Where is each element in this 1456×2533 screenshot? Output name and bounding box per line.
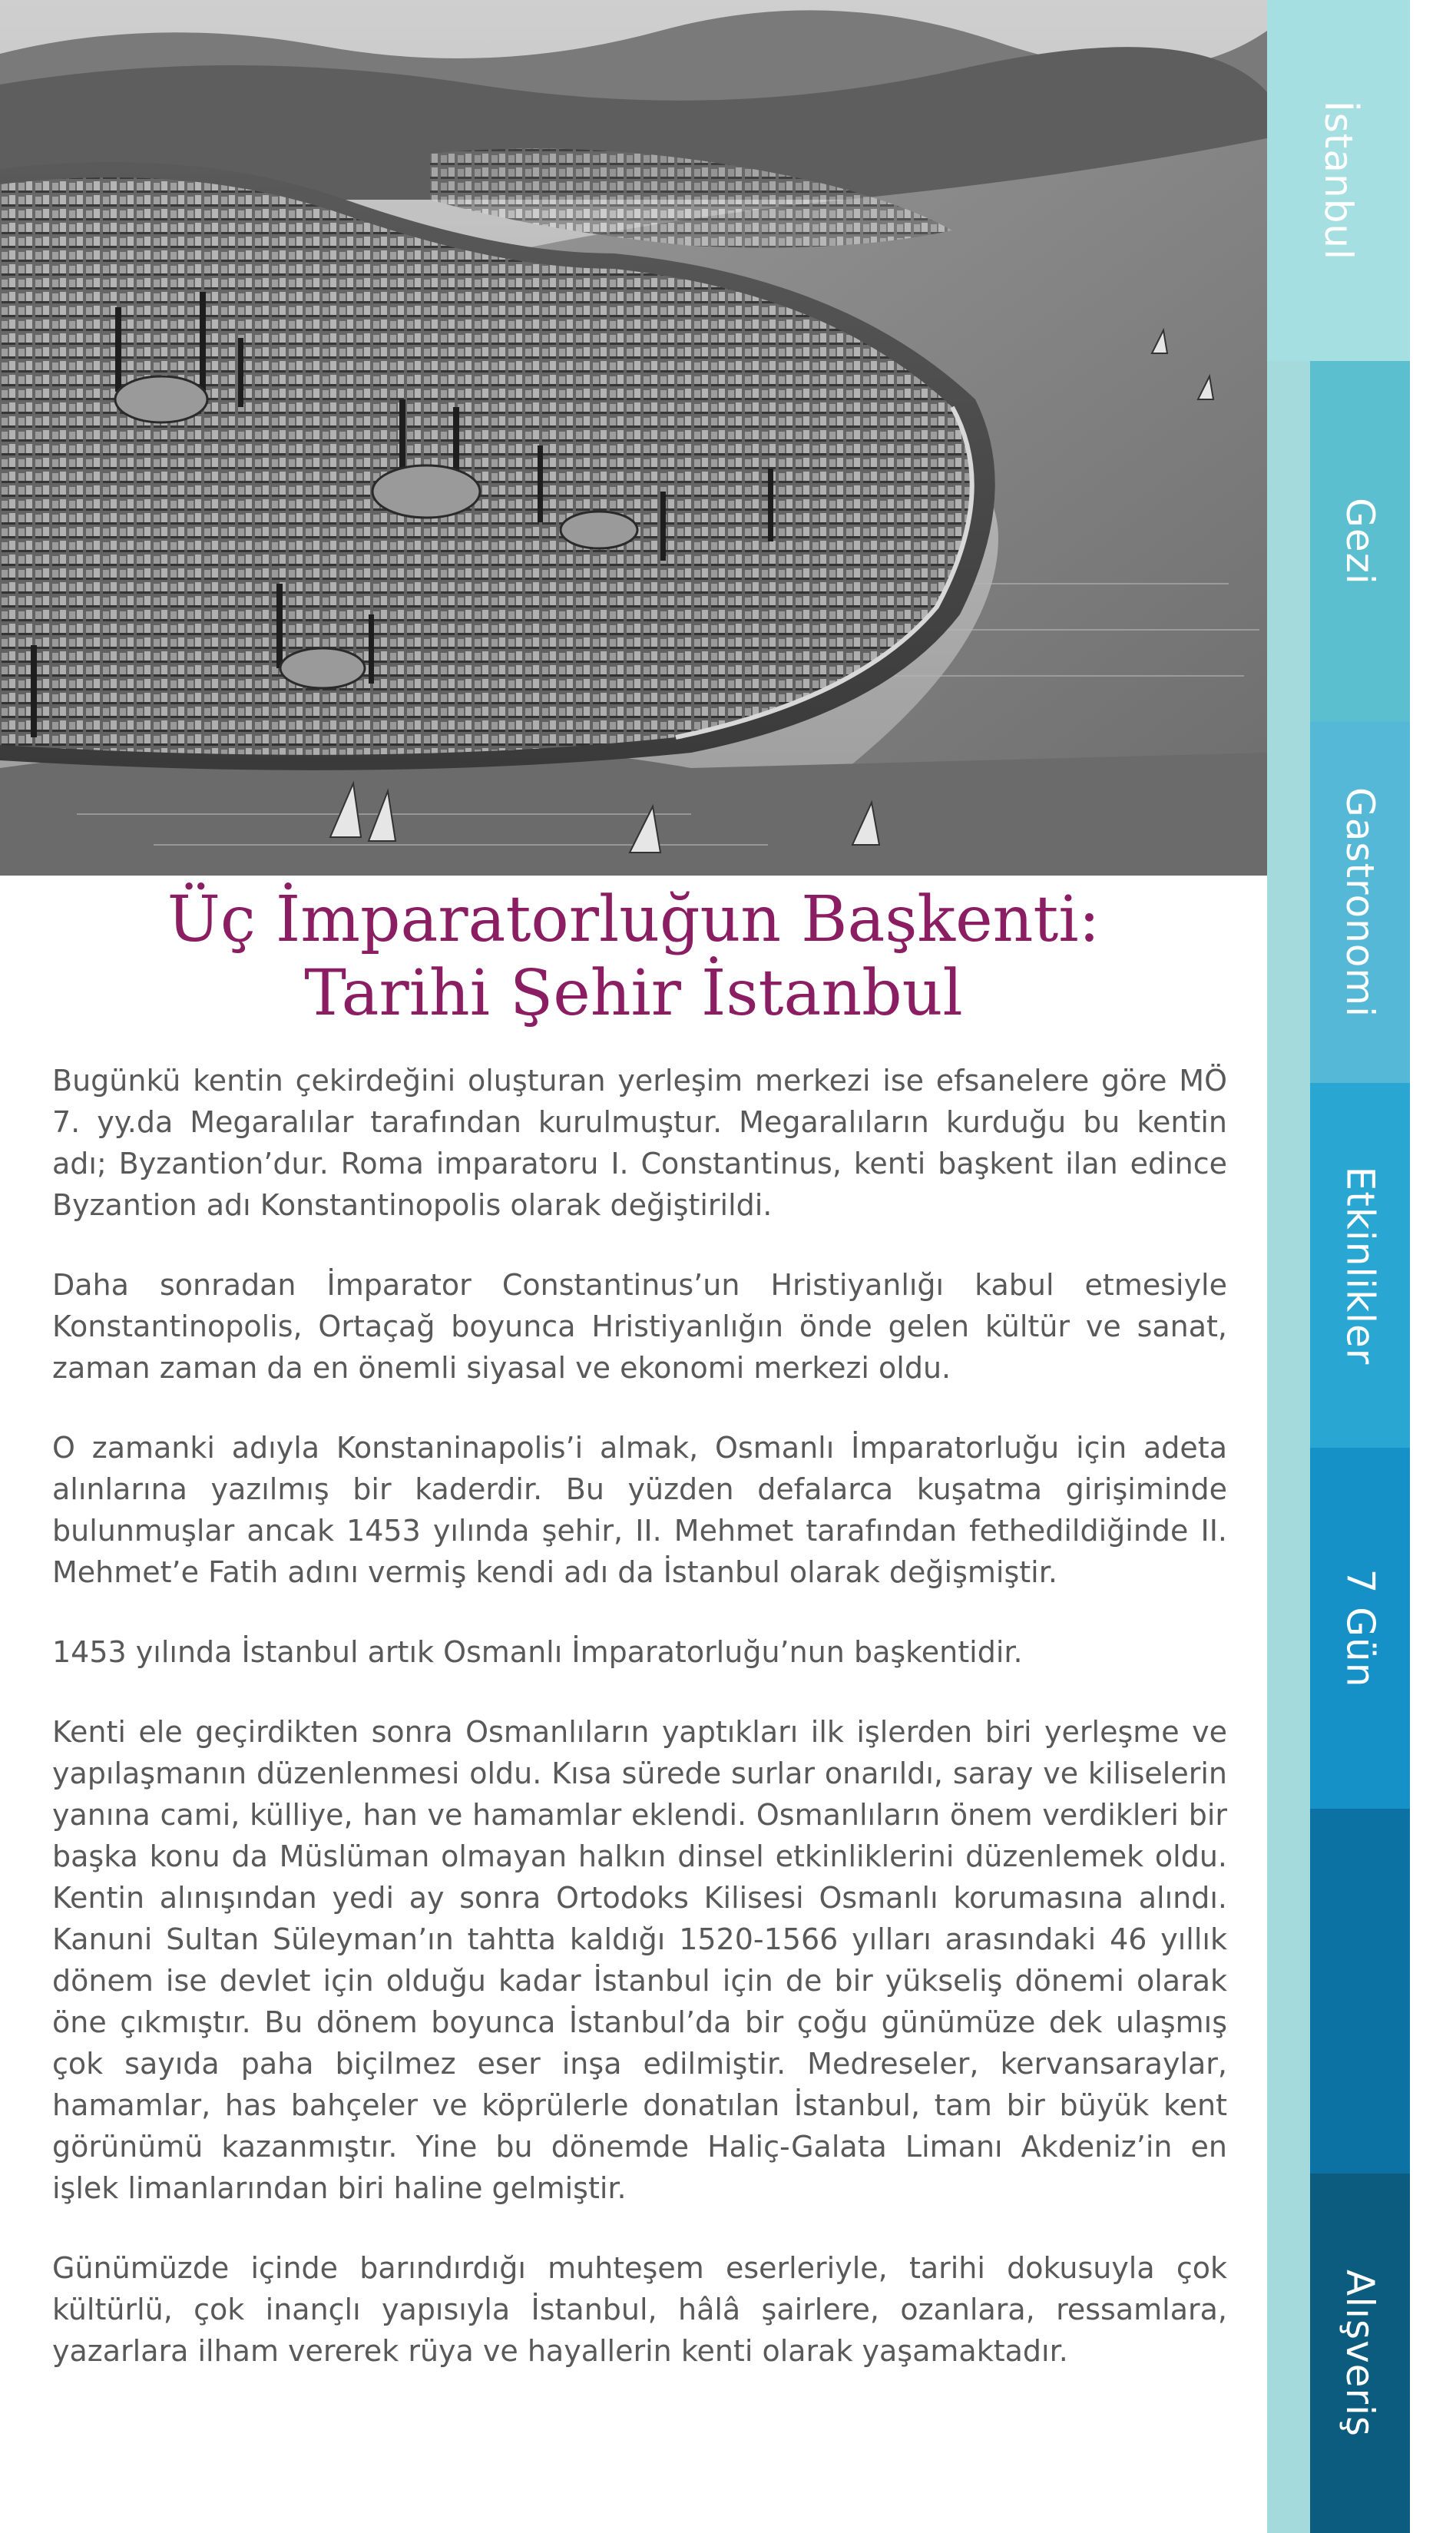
tab-empty[interactable] [1310,1809,1410,2174]
active-tab-arrow-icon: ❯ [1415,1341,1456,1396]
tab-label: Gastronomi [1338,787,1382,1018]
tab-label: Etkinlikler [1338,1166,1382,1365]
tab-label: 7 Gün [1338,1568,1382,1688]
paragraph: O zamanki adıyla Konstaninapolis’i almak, Osmanlı İmparatorluğu için adeta alınlarına yazılmış bir kaderdir. Bu yüzden defalarca kuşatma girişiminde bulunmuşlar ancak 1453 yılında şehir, II. Mehmet tarafından fethedildiğinde II. Mehmet’e Fatih adını vermiş kendi adı da İstanbul olarak değişmiştir. [52,1431,1227,1589]
paragraph: 1453 yılında İstanbul artık Osmanlı İmparatorluğu’nun başkentidir. [52,1635,1023,1669]
tab-gezi[interactable] [1310,361,1410,722]
paragraph: Daha sonradan İmparator Constantinus’un Hristiyanlığı kabul etmesiyle Konstantinopolis, Ortaçağ boyunca Hristiyanlığın önde gelen kültür ve sanat, zaman zaman da en önemli siyasal ve ekonomi merkezi oldu. [52,1268,1227,1385]
tab-label: Alışveriş [1338,2270,1383,2437]
paragraph: Kenti ele geçirdikten sonra Osmanlıların yaptıkları ilk işlerden biri yerleşme ve yapılaşmanın düzenlenmesi oldu. Kısa sürede surlar onarıldı, saray ve kiliselerin yanına cami, külliye, han ve hamamlar eklendi. Osmanlıların önem verdikleri bir başka konu da Müslüman olmayan halkın dinsel etkinliklerini düzenlemek oldu. Kentin alınışından yedi ay sonra Ortodoks Kilisesi Osmanlı korumasına alındı. Kanuni Sultan Süleyman’ın tahtta kaldığı 1520-1566 yılları arasındaki 46 yıllık dönem ise devlet için olduğu kadar İstanbul için de bir yükseliş dönemi olarak öne çıkmıştır. Bu dönem boyunca İstanbul’da bir çoğu günümüze dek ulaşmış çok sayıda paha biçilmez eser inşa edilmiştir. Medreseler, kervansaraylar, hamamlar, has bahçeler ve köprülerle donatılan İstanbul, tam bir büyük kent görünümü kazanmıştır. Yine bu dönemde Haliç-Galata Limanı Akdeniz’in en işlek limanlarından biri haline gelmiştir. [52,1715,1227,2205]
tab-alisveris[interactable] [1310,2174,1410,2533]
article-body [52,1060,1227,2410]
hero-image [0,0,1267,876]
tab-gastronomi[interactable] [1310,722,1410,1083]
tab-label: İstanbul [1316,100,1361,261]
tab-etkinlikler[interactable] [1310,1083,1410,1448]
tab-label: Gezi [1338,498,1382,585]
paragraph: Bugünkü kentin çekirdeğini oluşturan yerleşim merkezi ise efsanelere göre MÖ 7. yy.da Megaralılar tarafından kurulmuştur. Megaralıların kurduğu bu kentin adı; Byzantion’dur. Roma imparatoru I. Constantinus, kenti başkent ilan edince Byzantion adı Konstantinopolis olarak değiştirildi. [52,1064,1227,1222]
title-line-1: Üç İmparatorluğun Başkenti: [167,883,1100,956]
article-title [0,883,1267,1031]
paragraph: Günümüzde içinde barındırdığı muhteşem eserleriyle, tarihi dokusuyla çok kültürlü, çok inançlı yapısıyla İstanbul, hâlâ şairlere, ozanlara, ressamlara, yazarlara ilham vererek rüya ve hayallerin kenti olarak yaşamaktadır. [52,2251,1227,2368]
side-tabs [1267,0,1456,2533]
title-line-2: Tarihi Şehir İstanbul [304,957,963,1030]
tab-istanbul[interactable] [1267,0,1410,361]
city-engraving [0,0,1267,876]
tab-7-gun[interactable] [1310,1448,1410,1809]
